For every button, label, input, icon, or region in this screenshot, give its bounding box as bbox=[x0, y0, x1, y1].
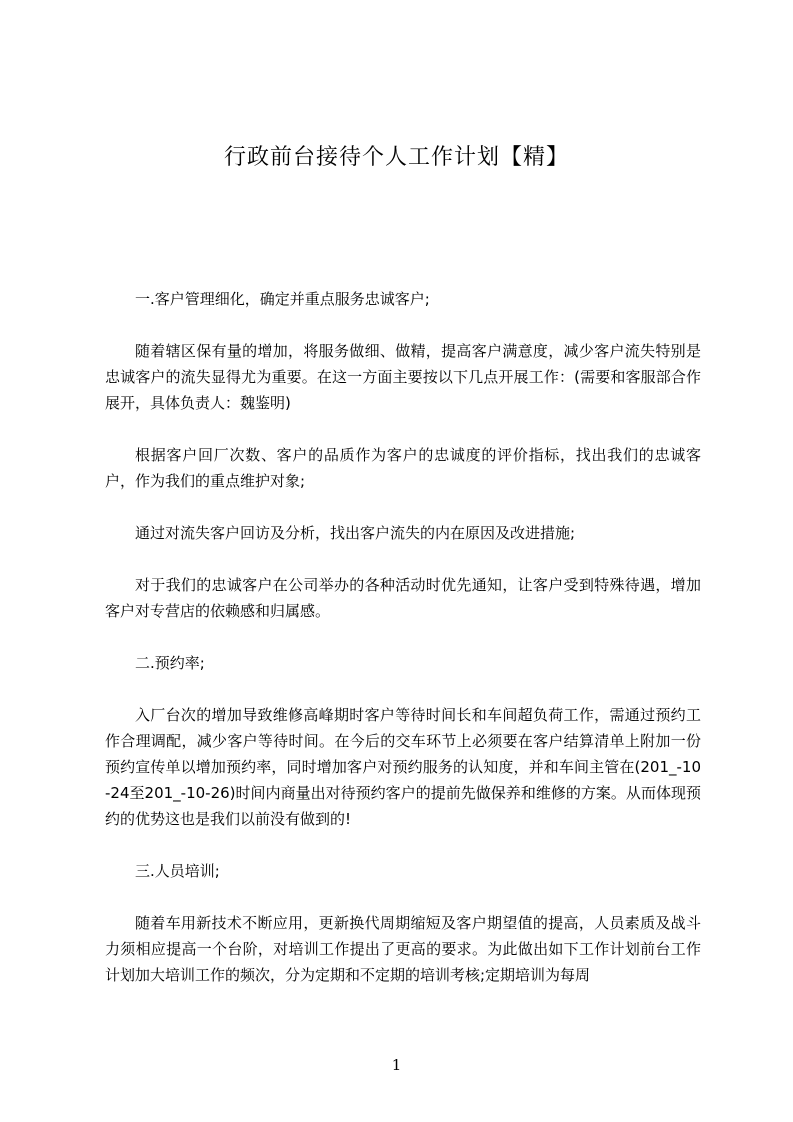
section-2-heading: 二.预约率; bbox=[135, 654, 205, 672]
document-title: 行政前台接待个人工作计划【精】 bbox=[223, 145, 569, 170]
section-3-heading: 三.人员培训; bbox=[135, 862, 220, 880]
section-2-paragraph-1: 入厂台次的增加导致维修高峰期时客户等待时间长和车间超负荷工作，需通过预约工作合理调配，减少客户等待时间。在今后的交车环节上必须要在客户结算清单上附加一份预约宣传单以增加预约率，同时增加客户对预约服务的认知度，并和车间主管在(201_-10-24至201_-10-26)时间内商量出对待预约客户的提前先做保养和维修的方案。从而体现预约的优势这也是我们以前没有做到的! bbox=[105, 706, 701, 828]
section-1-paragraph-4: 对于我们的忠诚客户在公司举办的各种活动时优先通知，让客户受到特殊待遇，增加客户对专营店的依赖感和归属感。 bbox=[105, 576, 701, 620]
document-body bbox=[105, 286, 701, 1014]
section-3-paragraph-1: 随着车用新技术不断应用，更新换代周期缩短及客户期望值的提高，人员素质及战斗力须相应提高一个台阶，对培训工作提出了更高的要求。为此做出如下工作计划前台工作计划加大培训工作的频次，分为定期和不定期的培训考核;定期培训为每周 bbox=[105, 914, 701, 984]
section-1-heading: 一.客户管理细化，确定并重点服务忠诚客户; bbox=[135, 290, 430, 308]
section-1-paragraph-2: 根据客户回厂次数、客户的品质作为客户的忠诚度的评价指标，找出我们的忠诚客户，作为我们的重点维护对象; bbox=[105, 446, 701, 490]
section-1-paragraph-3: 通过对流失客户回访及分析，找出客户流失的内在原因及改进措施; bbox=[135, 524, 576, 542]
page-number: 1 bbox=[391, 1056, 402, 1074]
section-1-paragraph-1: 随着辖区保有量的增加，将服务做细、做精，提高客户满意度，减少客户流失特别是忠诚客户的流失显得尤为重要。在这一方面主要按以下几点开展工作：(需要和客服部合作展开，具体负责人：魏鉴明) bbox=[105, 342, 701, 412]
